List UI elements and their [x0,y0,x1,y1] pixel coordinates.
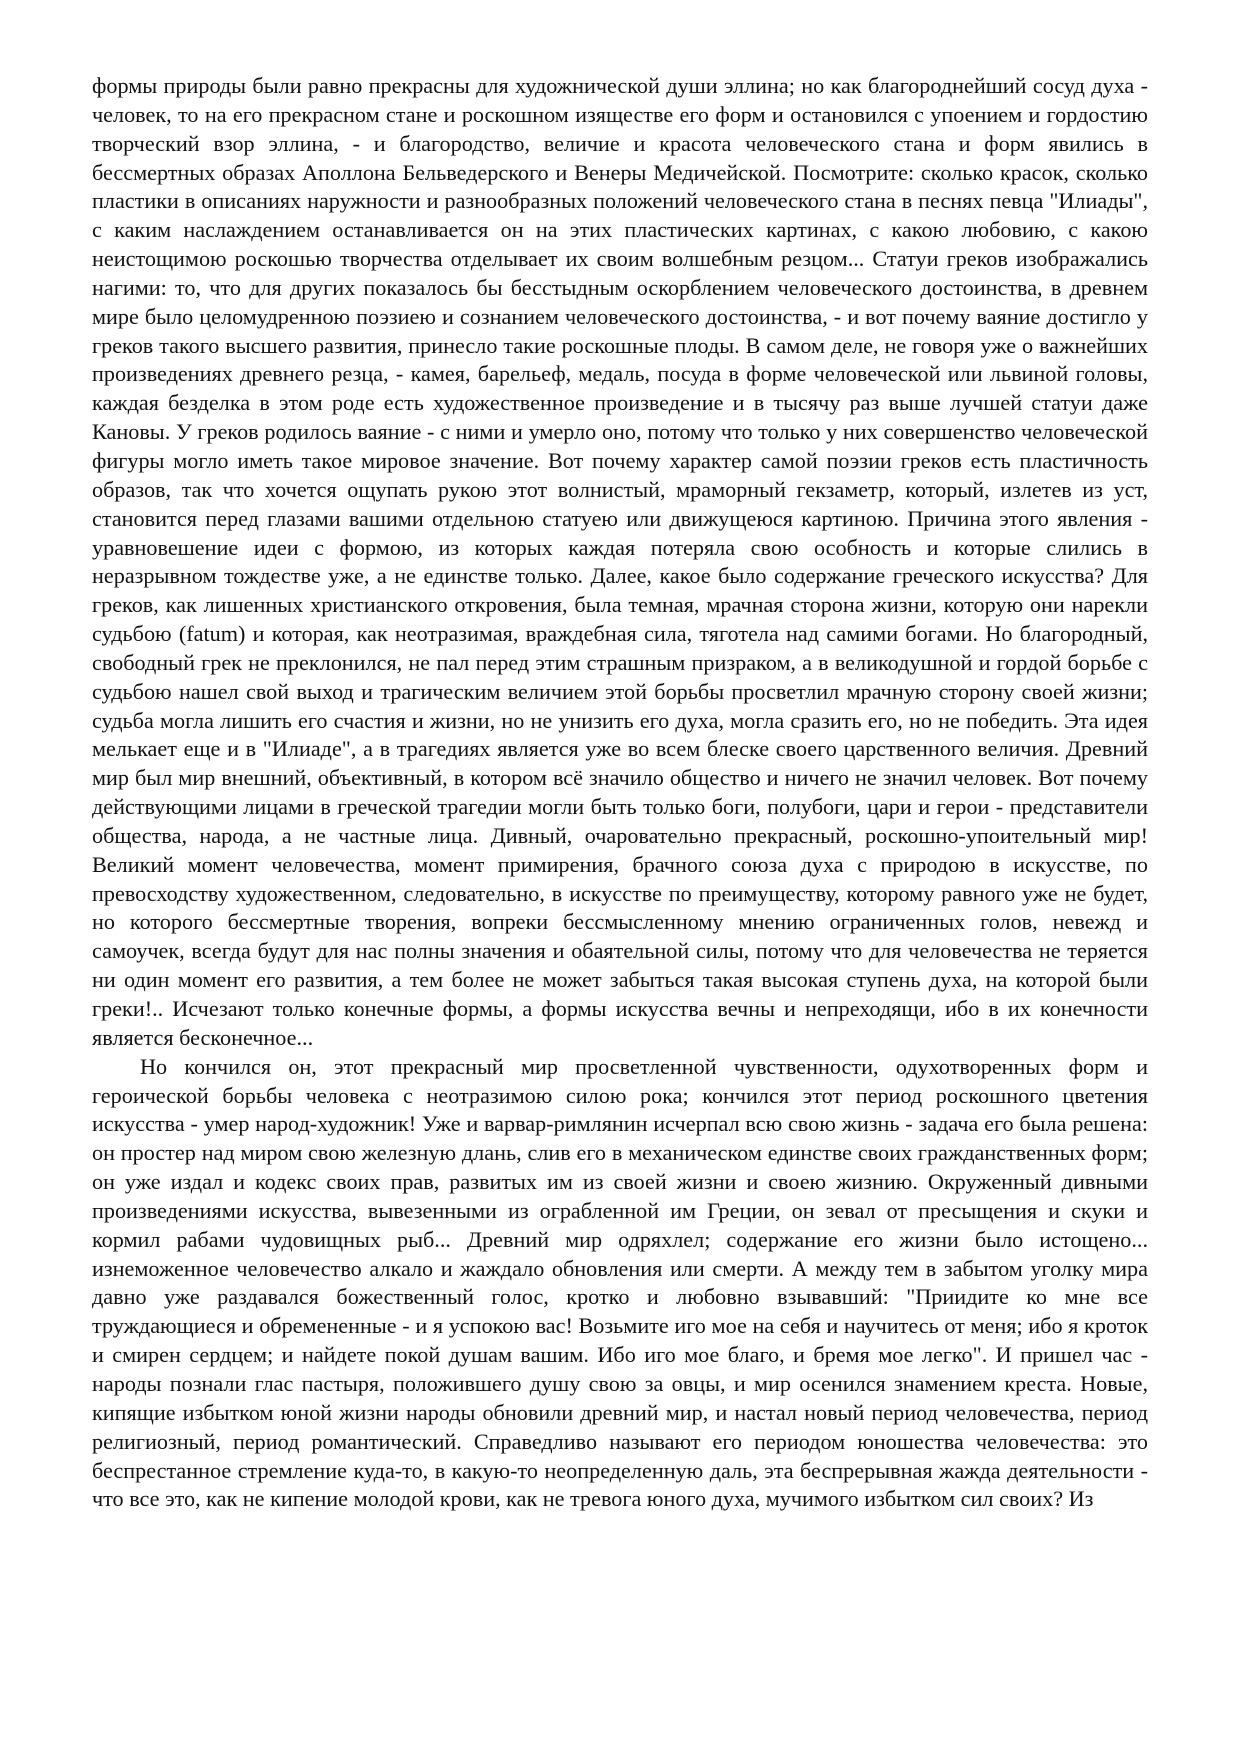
body-paragraph-1: формы природы были равно прекрасны для художнической души эллина; но как благороднейший сосуд духа - человек, то на его прекрасном стане и роскошном изяществе его форм и остановился с упоением и гордостию творческий взор эллина, - и благородство, величие и красота человеческого стана и форм явились в бессмертных образах Аполлона Бельведерского и Венеры Медичейской. Посмотрите: сколько красок, сколько пластики в описаниях наружности и разнообразных положений человеческого стана в песнях певца "Илиады", с каким наслаждением останавливается он на этих пластических картинах, с какою любовию, с какою неистощимою роскошью творчества отделывает их своим волшебным резцом... Статуи греков изображались нагими: то, что для других показалось бы бесстыдным оскорблением человеческого достоинства, в древнем мире было целомудренною поэзиею и сознанием человеческого достоинства, - и вот почему ваяние достигло у греков такого высшего развития, принесло такие роскошные плоды. В самом деле, не говоря уже о важнейших произведениях древнего резца, - камея, барельеф, медаль, посуда в форме человеческой или львиной головы, каждая безделка в этом роде есть художественное произведение и в тысячу раз выше лучшей статуи даже Кановы. У греков родилось ваяние - с ними и умерло оно, потому что только у них совершенство человеческой фигуры могло иметь такое мировое значение. Вот почему характер самой поэзии греков есть пластичность образов, так что хочется ощупать рукою этот волнистый, мраморный гекзаметр, который, излетев из уст, становится перед глазами вашими отдельною статуею или движущеюся картиною. Причина этого явления - уравновешение идеи с формою, из которых каждая потеряла свою особность и которые слились в неразрывном тождестве уже, а не единстве только. Далее, какое было содержание греческого искусства? Для греков, как лишенных христианского откровения, была темная, мрачная сторона жизни, которую они нарекли судьбою (fatum) и которая, как неотразимая, враждебная сила, тяготела над самими богами. Но благородный, свободный грек не преклонился, не пал перед этим страшным призраком, а в великодушной и гордой борьбе с судьбою нашел свой выход и трагическим величием этой борьбы просветлил мрачную сторону своей жизни; судьба могла лишить его счастия и жизни, но не унизить его духа, могла сразить его, но не победить. Эта идея мелькает еще и в "Илиаде", а в трагедиях является уже во всем блеске своего царственного величия. Древний мир был мир внешний, объективный, в котором всё значило общество и ничего не значил человек. Вот почему действующими лицами в греческой трагедии могли быть только боги, полубоги, цари и герои - представители общества, народа, а не частные лица. Дивный, очаровательно прекрасный, роскошно-упоительный мир! Великий момент человечества, момент примирения, брачного союза духа с природою в искусстве, по превосходству художественном, следовательно, в искусстве по преимуществу, которому равного уже не будет, но которого бессмертные творения, вопреки бессмысленному мнению ограниченных голов, невежд и самоучек, всегда будут для нас полны значения и обаятельной силы, потому что для человечества не теряется ни один момент его развития, а тем более не может забыться такая высокая ступень духа, на которой были греки!.. Исчезают только конечные формы, а формы искусства вечны и непреходящи, ибо в их конечности является бесконечное... [92,73,1148,1050]
document-page [92,72,1148,1514]
body-paragraph-2: Но кончился он, этот прекрасный мир просветленной чувственности, одухотворенных форм и героической борьбы человека с неотразимою силою рока; кончился этот период роскошного цветения искусства - умер народ-художник! Уже и варвар-римлянин исчерпал всю свою жизнь - задача его была решена: он простер над миром свою железную длань, слив его в механическом единстве своих гражданственных форм; он уже издал и кодекс своих прав, развитых им из своей жизни и своею жизнию. Окруженный дивными произведениями искусства, вывезенными из ограбленной им Греции, он зевал от пресыщения и скуки и кормил рабами чудовищных рыб... Древний мир одряхлел; содержание его жизни было истощено... изнеможенное человечество алкало и жаждало обновления или смерти. А между тем в забытом уголку мира давно уже раздавался божественный голос, кротко и любовно взывавший: "Приидите ко мне все труждающиеся и обремененные - и я успокою вас! Возьмите иго мое на себя и научитесь от меня; ибо я кроток и смирен сердцем; и найдете покой душам вашим. Ибо иго мое благо, и бремя мое легко". И пришел час - народы познали глас пастыря, положившего душу свою за овцы, и мир осенился знамением креста. Новые, кипящие избытком юной жизни народы обновили древний мир, и настал новый период человечества, период религиозный, период романтический. Справедливо называют его периодом юношества человечества: это беспрестанное стремление куда-то, в какую-то неопределенную даль, эта беспрерывная жажда деятельности - что все это, как не кипение молодой крови, как не тревога юного духа, мучимого избытком сил своих? Из [92,1053,1148,1512]
